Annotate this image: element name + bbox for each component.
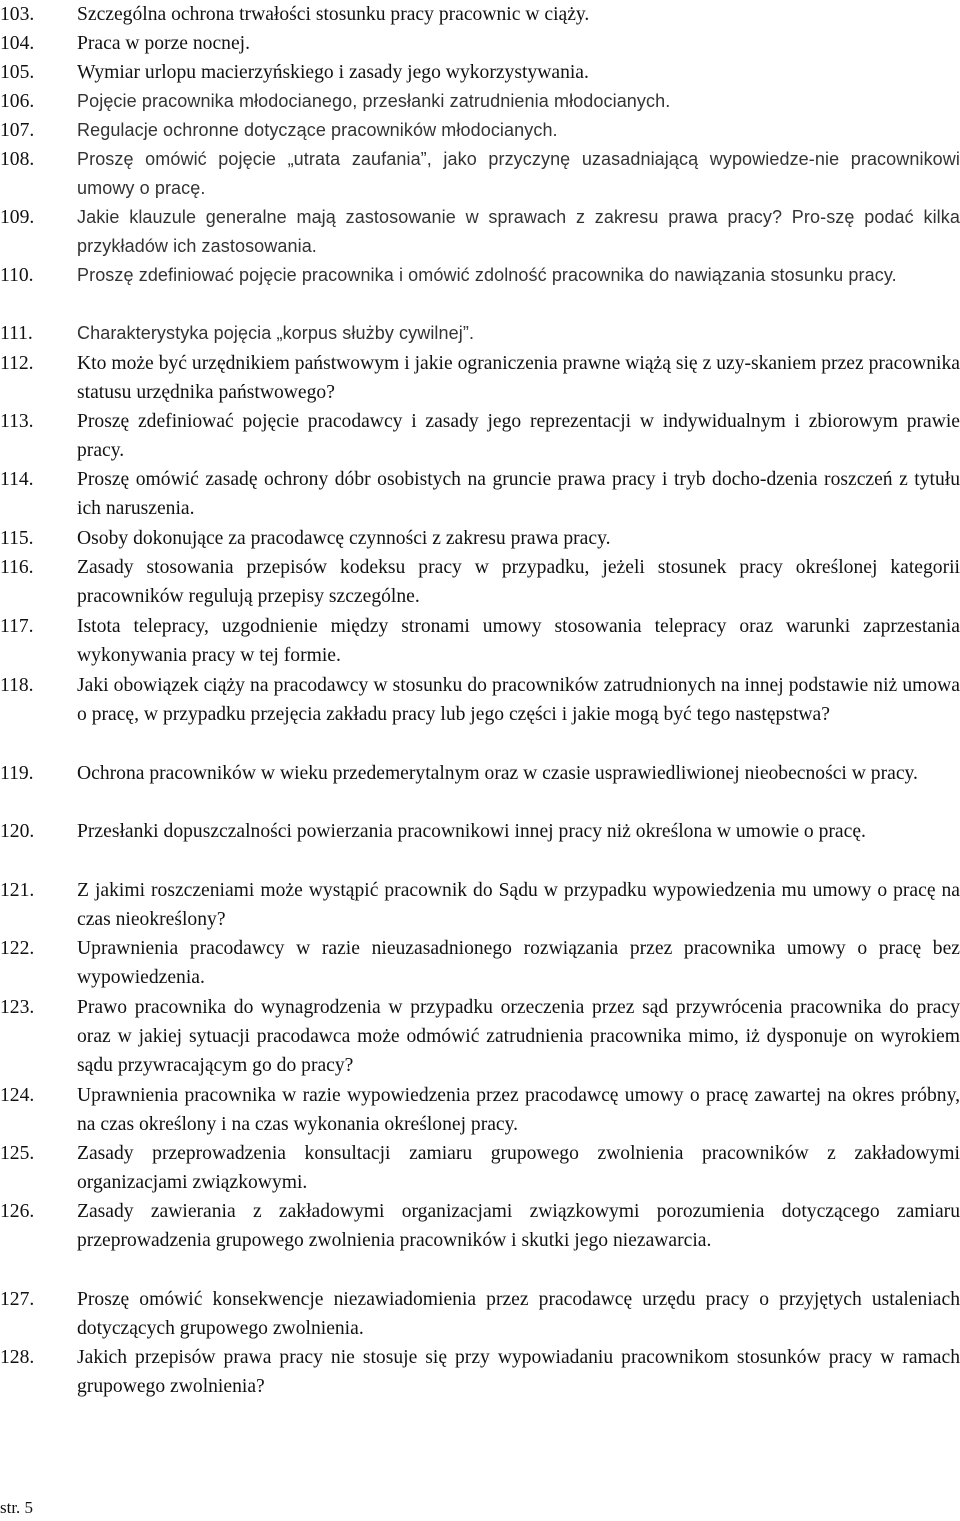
question-number: 115. <box>0 528 34 549</box>
question-number: 126. <box>0 1201 35 1222</box>
question-number: 124. <box>0 1085 35 1106</box>
question-number: 112. <box>0 353 34 374</box>
question-text: Jaki obowiązek ciąży na pracodawcy w stosunku do pracowników zatrudnionych na innej podstawie niż umowa o pracę, w przypadku przejęcia zakładu pracy lub jego części i jakie mogą być tego następstwa? <box>77 675 960 726</box>
question-text: Jakich przepisów prawa pracy nie stosuje się przy wypowiadaniu pracownikom stosunków pracy w ramach grupowego zwolnienia? <box>77 1347 960 1398</box>
question-text: Wymiar urlopu macierzyńskiego i zasady jego wykorzystywania. <box>77 62 589 83</box>
question-text: Proszę omówić zasadę ochrony dóbr osobistych na gruncie prawa pracy i tryb docho-dzenia roszczeń z tytułu ich naruszenia. <box>77 469 960 520</box>
question-text: Uprawnienia pracodawcy w razie nieuzasadnionego rozwiązania przez pracownika umowy o pracę bez wypowiedzenia. <box>77 938 960 989</box>
question-text: Regulacje ochronne dotyczące pracowników młodocianych. <box>77 120 558 140</box>
page-number-footer: str. 5 <box>0 1498 34 1517</box>
question-number: 108. <box>0 149 35 170</box>
question-text: Praca w porze nocnej. <box>77 33 250 54</box>
question-number: 114. <box>0 469 34 490</box>
question-number: 117. <box>0 616 34 637</box>
question-text: Uprawnienia pracownika w razie wypowiedzenia przez pracodawcę umowy o pracę zawartej na okres próbny, na czas określony i na czas wykonania określonej pracy. <box>77 1085 960 1136</box>
question-text: Zasady stosowania przepisów kodeksu pracy w przypadku, jeżeli stosunek pracy określonej kategorii pracowników regulują przepisy szczególne. <box>77 557 960 608</box>
question-text: Zasady przeprowadzenia konsultacji zamiaru grupowego zwolnienia pracowników z zakładowymi organizacjami związkowymi. <box>77 1143 960 1194</box>
question-text: Ochrona pracowników w wieku przedemerytalnym oraz w czasie usprawiedliwionej nieobecności w pracy. <box>77 763 918 784</box>
question-number: 106. <box>0 91 35 112</box>
question-text: Istota telepracy, uzgodnienie między stronami umowy stosowania telepracy oraz warunki zaprzestania wykonywania pracy w tej formie. <box>77 616 960 667</box>
question-text: Prawo pracownika do wynagrodzenia w przypadku orzeczenia przez sąd przywrócenia pracownika do pracy oraz w jakiej sytuacji pracodawca może odmówić zatrudnienia pracownika mimo, iż dysponuje on wyrokiem sądu przywracającym go do pracy? <box>77 997 960 1077</box>
question-text: Zasady zawierania z zakładowymi organizacjami związkowymi porozumienia dotyczącego zamiaru przeprowadzenia grupowego zwolnienia pracowników i skutki jego niezawarcia. <box>77 1201 960 1252</box>
question-text: Kto może być urzędnikiem państwowym i jakie ograniczenia prawne wiążą się z uzy-skaniem przez pracownika statusu urzędnika państwowego? <box>77 353 960 404</box>
question-text: Przesłanki dopuszczalności powierzania pracownikowi innej pracy niż określona w umowie o pracę. <box>77 821 866 842</box>
question-number: 127. <box>0 1289 35 1310</box>
question-text: Proszę omówić konsekwencje niezawiadomienia przez pracodawcę urzędu pracy o przyjętych ustaleniach dotyczących grupowego zwolnienia. <box>77 1289 960 1340</box>
question-number: 103. <box>0 4 35 25</box>
question-text: Proszę omówić pojęcie „utrata zaufania”, jako przyczynę uzasadniającą wypowiedze-nie pracownikowi umowy o pracę. <box>77 149 960 199</box>
question-text: Szczególna ochrona trwałości stosunku pracy pracownic w ciąży. <box>77 4 590 25</box>
question-text: Z jakimi roszczeniami może wystąpić pracownik do Sądu w przypadku wypowiedzenia mu umowy o pracę na czas nieokreślony? <box>77 880 960 931</box>
question-text: Osoby dokonujące za pracodawcę czynności z zakresu prawa pracy. <box>77 528 611 549</box>
question-number: 123. <box>0 997 35 1018</box>
question-number: 128. <box>0 1347 35 1368</box>
question-text: Proszę zdefiniować pojęcie pracownika i omówić zdolność pracownika do nawiązania stosunku pracy. <box>77 265 897 285</box>
question-text: Proszę zdefiniować pojęcie pracodawcy i zasady jego reprezentacji w indywidualnym i zbiorowym prawie pracy. <box>77 411 960 462</box>
question-number: 110. <box>0 265 34 286</box>
question-number: 109. <box>0 207 35 228</box>
question-number: 111. <box>0 323 33 344</box>
question-text: Pojęcie pracownika młodocianego, przesłanki zatrudnienia młodocianych. <box>77 91 671 111</box>
question-text: Charakterystyka pojęcia „korpus służby cywilnej”. <box>77 323 475 343</box>
question-number: 116. <box>0 557 34 578</box>
question-number: 122. <box>0 938 35 959</box>
question-number: 107. <box>0 120 35 141</box>
question-number: 118. <box>0 675 34 696</box>
question-number: 119. <box>0 763 34 784</box>
question-number: 113. <box>0 411 34 432</box>
question-number: 120. <box>0 821 35 842</box>
question-number: 121. <box>0 880 35 901</box>
question-text: Jakie klauzule generalne mają zastosowanie w sprawach z zakresu prawa pracy? Pro-szę podać kilka przykładów ich zastosowania. <box>77 207 960 257</box>
question-number: 104. <box>0 33 35 54</box>
question-number: 105. <box>0 62 35 83</box>
question-number: 125. <box>0 1143 35 1164</box>
